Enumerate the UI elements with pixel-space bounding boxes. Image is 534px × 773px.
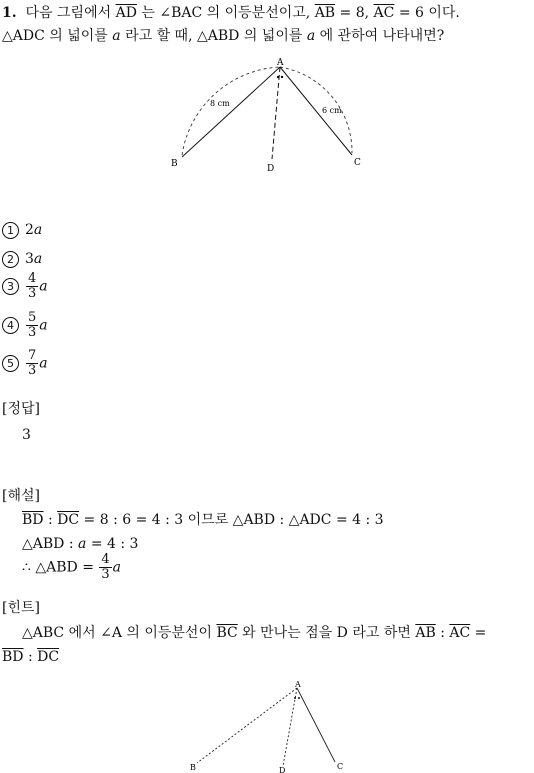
triangle-figure-1 — [160, 55, 380, 180]
hint-line-2 — [2, 648, 59, 666]
choice-1[interactable] — [2, 221, 42, 239]
question-text: 다음 그림에서 — [25, 5, 112, 21]
fraction — [99, 553, 111, 582]
choice-number: 5 — [2, 355, 19, 372]
solution-text: ∴ △ABD = — [22, 559, 94, 576]
solution-label: [해설] — [2, 488, 40, 504]
segment-dc: $\overline{DC}$ — [57, 512, 80, 528]
length-ac-label: 6 cm — [322, 106, 342, 115]
choice-value: 3 — [25, 251, 34, 267]
point-b-label: B — [171, 159, 178, 169]
length-ab-label: 8 cm — [210, 99, 230, 108]
numerator: 4 — [101, 552, 110, 567]
point-a-label: A — [277, 58, 284, 68]
hint-text: 와 만나는 점을 D 라고 하면 — [242, 625, 411, 641]
solution-line-1 — [22, 511, 384, 529]
choice-3[interactable] — [2, 272, 48, 301]
segment-ab: $\overline{AB}$ — [314, 5, 336, 21]
question-text: = 6 이다. — [398, 5, 460, 21]
choice-value: 2 — [25, 222, 34, 238]
solution-line-3 — [22, 553, 121, 582]
point-d-label: D — [267, 164, 275, 174]
hint-label: [힌트] — [2, 600, 40, 616]
point-c-label: C — [354, 158, 361, 168]
question-text: △ADC 의 넓이를 — [2, 28, 108, 44]
choice-4[interactable] — [2, 311, 48, 340]
question-text: 에 관하여 나타내면? — [319, 28, 445, 44]
hint-text: △ABC 에서 ∠A 의 이등분선이 — [22, 625, 212, 641]
denominator: 3 — [28, 286, 37, 301]
question-text: = 8, — [339, 5, 370, 21]
colon: : — [27, 649, 33, 665]
solution-text: △ABD : — [22, 536, 74, 552]
triangle-figure-2 — [185, 678, 355, 773]
segment-ac: $\overline{AC}$ — [449, 625, 471, 641]
choice-5[interactable] — [2, 349, 48, 378]
variable-a: a — [78, 536, 87, 552]
numerator: 7 — [28, 348, 37, 363]
point-c-label: C — [337, 762, 344, 771]
hint-line-1 — [22, 624, 486, 642]
choice-number: 2 — [2, 251, 19, 268]
variable-a: a — [112, 28, 121, 44]
point-b-label: B — [190, 763, 196, 772]
segment-ab: $\overline{AB}$ — [415, 625, 436, 641]
fraction — [26, 311, 38, 340]
question-text: 라고 할 때, △ABD 의 넓이를 — [125, 28, 303, 44]
segment-dc: $\overline{DC}$ — [37, 649, 60, 665]
equals-sign: = — [474, 625, 487, 641]
denominator: 3 — [101, 567, 110, 582]
question-text: 는 ∠BAC 의 이등분선이고, — [141, 5, 311, 21]
segment-bd: $\overline{BD}$ — [22, 512, 44, 528]
fraction — [26, 272, 38, 301]
segment-bc: $\overline{BC}$ — [216, 625, 238, 641]
choice-number: 3 — [2, 278, 19, 295]
numerator: 5 — [28, 310, 37, 325]
question-number: 1. — [2, 5, 17, 21]
fraction — [26, 349, 38, 378]
question-line-2 — [2, 27, 444, 45]
point-d-label: D — [279, 766, 286, 773]
colon: : — [47, 512, 53, 528]
answer-value: 3 — [22, 427, 31, 443]
variable-a: a — [39, 278, 48, 295]
solution-line-2 — [22, 535, 138, 553]
solution-text: = 8 : 6 = 4 : 3 이므로 △ABD : △ADC = 4 : 3 — [83, 512, 384, 528]
denominator: 3 — [28, 325, 37, 340]
variable-a: a — [112, 559, 122, 576]
segment-bd: $\overline{BD}$ — [2, 649, 24, 665]
numerator: 4 — [28, 271, 37, 286]
variable-a: a — [39, 317, 48, 334]
solution-text: = 4 : 3 — [90, 536, 139, 552]
variable-a: a — [33, 222, 43, 238]
colon: : — [440, 625, 445, 641]
question-line-1 — [2, 4, 460, 22]
denominator: 3 — [28, 363, 37, 378]
segment-ad: $\overline{AD}$ — [115, 5, 137, 21]
segment-ac: $\overline{AC}$ — [373, 5, 395, 21]
variable-a: a — [39, 355, 48, 372]
answer-label: [정답] — [2, 401, 40, 417]
variable-a: a — [306, 28, 316, 44]
variable-a: a — [33, 251, 43, 267]
choice-2[interactable] — [2, 250, 42, 268]
point-a-label: A — [295, 680, 301, 689]
choice-number: 4 — [2, 317, 19, 334]
choice-number: 1 — [2, 222, 19, 239]
